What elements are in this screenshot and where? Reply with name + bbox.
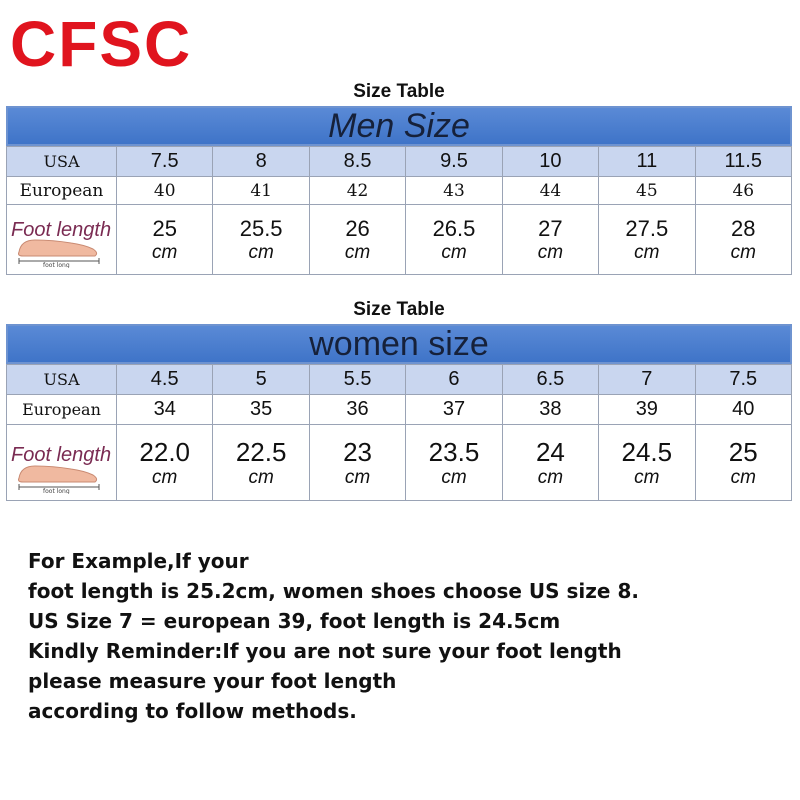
- length-unit: cm: [537, 466, 564, 488]
- length-value: 24.5: [621, 436, 673, 467]
- men-foot-length: [117, 205, 213, 275]
- length-unit: cm: [634, 466, 660, 488]
- women-eu-size: 37: [406, 395, 502, 425]
- men-table-caption: Size Table: [353, 81, 445, 102]
- length-unit: cm: [344, 241, 371, 263]
- brand-logo: CFSC: [10, 8, 193, 80]
- men-table-title: Men Size: [6, 106, 792, 146]
- men-size-grid: [6, 146, 792, 275]
- length-unit: cm: [730, 466, 756, 488]
- length-value: 26.5: [432, 215, 476, 241]
- men-eu-size: 43: [406, 177, 502, 205]
- usa-row-label: USA: [7, 365, 117, 395]
- length-value: 23.5: [428, 436, 480, 467]
- foot-length-label: Foot length: [11, 444, 112, 466]
- european-row-label: European: [7, 177, 117, 205]
- women-table-caption: Size Table: [353, 299, 445, 320]
- women-us-size: 4.5: [117, 365, 213, 395]
- european-row-label: European: [7, 395, 117, 425]
- women-us-size: 7: [599, 365, 695, 395]
- men-foot-length: [502, 205, 598, 275]
- length-unit: cm: [441, 241, 467, 263]
- women-table-title: women size: [6, 324, 792, 364]
- foot-length-label: Foot length: [11, 219, 112, 241]
- men-us-size: 8.5: [309, 147, 405, 177]
- length-value: 28: [731, 215, 756, 241]
- note-line: Kindly Reminder:If you are not sure your foot length: [28, 639, 622, 663]
- men-foot-length: [213, 205, 309, 275]
- men-eu-size: 40: [117, 177, 213, 205]
- women-eu-size: 38: [502, 395, 598, 425]
- length-value: 27: [538, 215, 563, 241]
- length-unit: cm: [248, 466, 274, 488]
- men-us-size: 11.5: [695, 147, 791, 177]
- length-unit: cm: [344, 466, 371, 488]
- length-unit: cm: [152, 241, 178, 263]
- men-eu-size: 41: [213, 177, 309, 205]
- men-european-row: [7, 177, 792, 205]
- foot-image-label: foot long: [43, 262, 70, 268]
- women-eu-size: 34: [117, 395, 213, 425]
- women-usa-row: [7, 365, 792, 395]
- women-foot-length: [502, 425, 598, 501]
- length-value: 25.5: [239, 215, 283, 241]
- men-us-size: 7.5: [117, 147, 213, 177]
- length-unit: cm: [248, 241, 274, 263]
- women-european-row: [7, 395, 792, 425]
- men-foot-length: [406, 205, 502, 275]
- women-foot-length-row: [7, 425, 792, 501]
- men-size-table: [6, 78, 792, 275]
- women-size-table: [6, 296, 792, 501]
- women-size-grid: [6, 364, 792, 501]
- men-us-size: 11: [599, 147, 695, 177]
- sizing-notes: [28, 546, 768, 726]
- women-us-size: 5.5: [309, 365, 405, 395]
- men-foot-length: [309, 205, 405, 275]
- women-us-size: 6.5: [502, 365, 598, 395]
- men-us-size: 8: [213, 147, 309, 177]
- foot-length-row-label: [7, 205, 117, 275]
- length-unit: cm: [537, 241, 564, 263]
- women-foot-length: [213, 425, 309, 501]
- women-eu-size: 36: [309, 395, 405, 425]
- women-eu-size: 40: [695, 395, 791, 425]
- women-us-size: 5: [213, 365, 309, 395]
- length-value: 26: [345, 215, 370, 241]
- length-value: 22.5: [235, 436, 287, 467]
- women-foot-length: [406, 425, 502, 501]
- men-eu-size: 46: [695, 177, 791, 205]
- men-us-size: 10: [502, 147, 598, 177]
- men-foot-length-row: [7, 205, 792, 275]
- length-unit: cm: [730, 241, 756, 263]
- foot-image-label: foot long: [43, 488, 70, 494]
- length-unit: cm: [634, 241, 660, 263]
- women-us-size: 7.5: [695, 365, 791, 395]
- note-line: foot length is 25.2cm, women shoes choose US size 8.: [28, 579, 639, 603]
- note-line: please measure your foot length: [28, 669, 397, 693]
- men-foot-length: [599, 205, 695, 275]
- women-foot-length: [599, 425, 695, 501]
- length-value: 27.5: [625, 215, 669, 241]
- men-usa-row: [7, 147, 792, 177]
- women-eu-size: 35: [213, 395, 309, 425]
- note-line: according to follow methods.: [28, 699, 357, 723]
- men-foot-length: [695, 205, 791, 275]
- length-value: 22.0: [139, 436, 191, 467]
- men-us-size: 9.5: [406, 147, 502, 177]
- length-unit: cm: [152, 466, 178, 488]
- women-foot-length: [309, 425, 405, 501]
- men-eu-size: 44: [502, 177, 598, 205]
- women-us-size: 6: [406, 365, 502, 395]
- women-eu-size: 39: [599, 395, 695, 425]
- length-unit: cm: [441, 466, 467, 488]
- length-value: 23: [343, 436, 373, 467]
- men-eu-size: 45: [599, 177, 695, 205]
- length-value: 25: [728, 436, 758, 467]
- foot-length-row-label: [7, 425, 117, 501]
- usa-row-label: USA: [7, 147, 117, 177]
- note-line: US Size 7 = european 39, foot length is 24.5cm: [28, 609, 561, 633]
- length-value: 24: [535, 436, 565, 467]
- length-value: 25: [152, 215, 177, 241]
- note-line: For Example,If your: [28, 549, 249, 573]
- women-foot-length: [695, 425, 791, 501]
- men-eu-size: 42: [309, 177, 405, 205]
- women-foot-length: [117, 425, 213, 501]
